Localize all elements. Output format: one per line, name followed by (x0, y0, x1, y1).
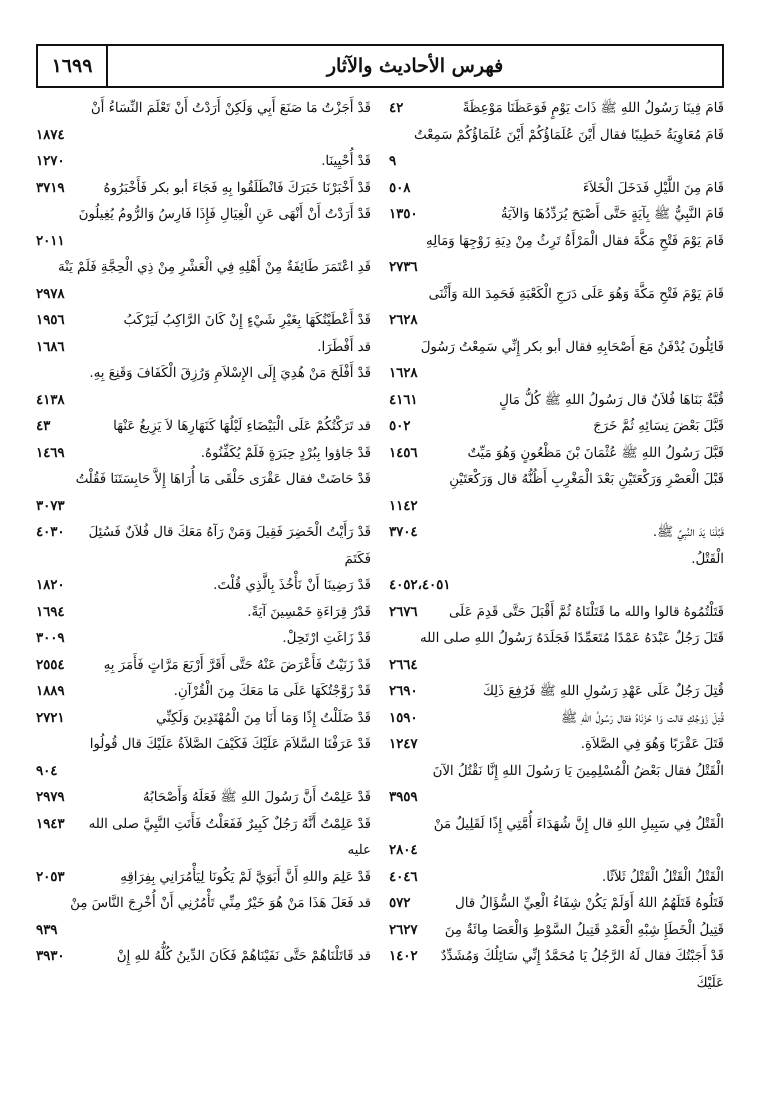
index-entry (389, 706, 724, 733)
index-entry (389, 600, 724, 627)
entry-text: قَدْ حَاضَتْ فقال عَقْرَى حَلْقَى مَا أُرَاهَا إِلاَّ حَابِسَتَنَا فَقُلْتُ (75, 472, 371, 487)
entry-text: قَبَّلَ بَعْضَ نِسَائِهِ ثُمَّ خَرَجَ (593, 419, 724, 434)
entry-ref-number: ٣٩٣٠ (36, 949, 65, 964)
entry-text: قَتَلَ رَجُلٌ عَبْدَهُ عَمْدًا مُتَعَمِّدًا فَجَلَدَهُ رَسُولُ اللهِ صلى الله (420, 631, 724, 646)
entry-text: قَدْ أَجَبْتُكَ فقال لَهُ الرَّجُلُ يَا مُحَمَّدُ إِنِّي سَائِلُكَ وَمُشَدِّدٌ عَلَيْكَ (440, 949, 724, 991)
index-entry (389, 865, 724, 892)
entry-ref-number: ٢٦٢٨ (389, 313, 418, 328)
entry-text: قَامَ النَّبِيُّ ﷺ بِآيَةٍ حَتَّى أَصْبَحَ يُرَدِّدُهَا وَالآيَةُ (500, 207, 724, 222)
entry-ref-number: ١٤٥٦ (389, 445, 418, 461)
entry-text: قَدْ عَلِمَ واللهِ أَنَّ أَبَوَيَّ لَمْ يَكُونَا لِيَأْمُرَانِي بِفِرَاقِهِ (120, 869, 371, 885)
entry-ref-number: ٣٩٥٩ (389, 790, 418, 805)
entry-text: قَتَلْتُمُوهُ قالوا والله ما قَتَلْنَاهُ ثُمَّ أَقْبَلَ حَتَّى قَدِمَ عَلَى (448, 604, 724, 620)
entry-text: قُتِلَ زَوْجُكِ قالت وَا حُزْنَاهُ فقال رَسُولُ اللهِ ﷺ (561, 710, 724, 726)
index-entry (389, 891, 724, 918)
index-entry (36, 653, 371, 680)
index-entry (389, 202, 724, 229)
entry-ref-number: ٢٩٧٩ (36, 790, 65, 805)
index-entry (389, 732, 724, 759)
entry-text: قَدْ ضَلَلْتُ إِذًا وَمَا أَنَا مِنَ الْمُهْتَدِينَ وَلَكِنِّي (156, 710, 371, 726)
index-entry (389, 812, 724, 865)
entry-ref-number: ٥٠٨ (389, 180, 411, 196)
entry-ref-number: ٢٦٦٤ (389, 657, 418, 673)
entry-ref-number: ١٢٤٧ (389, 737, 418, 752)
entry-text: قَدْ رَضِينَا أَنْ نَأْخُذَ بِالَّذِي قُلْتَ. (213, 578, 371, 593)
entry-ref-number: ٩٠٤ (36, 763, 58, 779)
entry-ref-number: ٣٠٠٩ (36, 631, 65, 646)
entry-ref-number: ٣٧١٩ (36, 180, 65, 196)
entry-text: قَدْ رَأَيْتُ الْخَضِرَ فَقِيلَ وَمَنْ رَآهُ مَعَكَ قال فُلاَنٌ فَسُئِلَ فَكَتَمَ (88, 525, 371, 567)
index-entry (36, 255, 371, 308)
index-entry (389, 229, 724, 282)
entry-ref-number: ١٨٨٩ (36, 684, 65, 699)
entry-text: قَدْ زَاغَتِ ارْتَحِلْ. (282, 631, 371, 646)
index-entry (36, 679, 371, 706)
entry-ref-number: ١٨٢٠ (36, 578, 65, 593)
index-entry (36, 308, 371, 335)
entry-ref-number: ١٣٥٠ (389, 207, 418, 222)
index-entry (36, 944, 371, 971)
entry-text: قَامَ مُعَاوِيَةُ خَطِيبًا فقال أَيْنَ عُلَمَاؤُكُمْ أَيْنَ عُلَمَاؤُكُمْ سَمِعْتُ (414, 127, 724, 143)
entry-ref-number: ٤١٣٨ (36, 392, 65, 408)
entry-text: قَدْ أَخْبَرْنَا خَبَرَكَ فَانْطَلَقُوا بِهِ فَجَاءَ أبو بكر فَأَخْبَرُوهُ (103, 180, 371, 196)
index-entry (36, 891, 371, 944)
entry-ref-number: ١٤٦٩ (36, 445, 65, 461)
entry-ref-number: ١٦٨٦ (36, 339, 65, 355)
entry-text: قَدْ أَفْلَحَ مَنْ هُدِيَ إِلَى الإِسْلاَمِ وَرُزِقَ الْكَفَافَ وَقَنِعَ بِهِ. (89, 366, 371, 381)
entry-text: قَدْ عَلِمْتُ أَنَّهُ رَجُلٌ كَبِيرٌ فَفَعَلْتُ فَأَتَتِ النَّبِيَّ صلى الله عليه (88, 816, 371, 858)
entry-text: الْقَتْلُ. (691, 551, 724, 567)
index-entry (36, 335, 371, 362)
entry-ref-number: ١٦٢٨ (389, 366, 418, 381)
entry-text: قَبَّلَ رَسُولُ اللهِ ﷺ عُثْمَانَ بْنَ مَظْعُونٍ وَهُوَ مَيِّتٌ (467, 445, 724, 461)
entry-text: قَدْ أَعْطَيْتُكَهَا بِغَيْرِ شَيْءٍ إِنْ كَانَ الرَّاكِبُ لَيَرْكَبُ (123, 313, 371, 328)
entry-ref-number: ٢٦٢٧ (389, 922, 418, 938)
index-entry (36, 812, 371, 865)
index-entry (36, 176, 371, 203)
entry-text: قَدْ جَاؤوا بِبُرْدٍ حِبَرَةٍ فَلَمْ يُكَفِّنُوهُ. (200, 445, 371, 461)
entry-ref-number: ٩٣٩ (36, 922, 58, 938)
entry-text: قَدْ أَرَدْتُ أَنْ أَنْهَى عَنِ الْغِيَالِ فَإِذَا فَارِسُ وَالرُّومُ يُغِيلُونَ (78, 207, 371, 222)
entry-ref-number: ١٦٩٤ (36, 604, 65, 620)
index-entry (389, 467, 724, 520)
entry-ref-number: ٥٠٢ (389, 419, 411, 434)
entry-text: قد أَفْطَرَا. (317, 339, 371, 355)
entry-text: قَدْ عَلِمْتُ أَنَّ رَسُولَ اللهِ ﷺ فَعَلَهُ وَأَصْحَابُهُ (142, 790, 371, 805)
entry-ref-number: ٢٩٧٨ (36, 286, 65, 302)
index-entry (36, 414, 371, 441)
entry-ref-number: ٣٠٧٣ (36, 498, 65, 514)
index-entry (36, 732, 371, 785)
entry-ref-number: ٤١٦١ (389, 392, 418, 408)
entry-ref-number: ٩ (389, 154, 397, 169)
index-entry (389, 414, 724, 441)
index-entry (36, 626, 371, 653)
entry-text: قَامَ مِنَ اللَّيْلِ فَدَخَلَ الْخَلاَءَ (582, 180, 724, 196)
entry-text: قُبَّةٌ بَنَاهَا فُلاَنٌ قال رَسُولُ اللهِ ﷺ كُلُّ مَالٍ (499, 392, 724, 408)
right-column (389, 96, 724, 1096)
entry-ref-number: ١٤٠٢ (389, 949, 418, 964)
index-entry (389, 441, 724, 468)
entry-text: قَدْ أُحْيِينَا. (321, 154, 371, 169)
index-entry (389, 547, 724, 600)
entry-text: قد تَرَكْتُكُمْ عَلَى الْبَيْضَاءِ لَيْلُهَا كَنَهَارِهَا لاَ يَزِيغُ عَنْهَا (113, 419, 371, 434)
entry-text: الْقَتْلُ فِي سَبِيلِ اللهِ قال إِنَّ شُهَدَاءَ أُمَّتِي إِذًا لَقَلِيلٌ مَنْ (433, 816, 724, 832)
entry-ref-number: ٥٧٢ (389, 896, 411, 911)
entry-ref-number: ١٩٥٦ (36, 313, 65, 328)
index-entry (389, 123, 724, 176)
entry-text: قد قَاتَلْنَاهُمْ حَتَّى نَفَيْنَاهُمْ فَكَانَ الدِّينُ كُلُّهُ للهِ إِنْ (116, 949, 371, 964)
entry-ref-number: ٤٠٥٢،٤٠٥١ (389, 578, 451, 593)
entry-ref-number: ٢٧٣٦ (389, 260, 418, 275)
entry-ref-number: ٤٠٤٦ (389, 869, 418, 885)
entry-text: قد فَعَلَ هَذَا مَنْ هُوَ خَيْرٌ مِنِّي تَأْمُرُنِي أَنْ أُخْرِجَ النَّاسَ مِنْ (70, 896, 371, 911)
index-entry (36, 865, 371, 892)
entry-text: قَدْرُ قِرَاءَةِ خَمْسِينَ آيَةً. (247, 604, 371, 620)
entry-ref-number: ١١٤٢ (389, 498, 418, 514)
entry-text: قَدْ زَنَيْتُ فَأَعْرَضَ عَنْهُ حَتَّى أَقَرَّ أَرْبَعَ مَرَّاتٍ فَأَمَرَ بِهِ (103, 657, 371, 673)
index-entry (36, 706, 371, 733)
entry-ref-number: ٢٠١١ (36, 233, 65, 249)
entry-ref-number: ٢٨٠٤ (389, 843, 418, 858)
index-entry (389, 759, 724, 812)
entry-ref-number: ٢٦٩٠ (389, 684, 418, 699)
index-entry (389, 388, 724, 415)
entry-text: الْقَتْلُ الْقَتْلُ الْقَتْلُ ثَلاَثًا. (602, 869, 724, 885)
entry-text: قَدِ اعْتَمَرَ طَائِفَةٌ مِنْ أَهْلِهِ فِي الْعَشْرِ مِنْ ذِي الْحِجَّةِ فَلَمْ يَنْهَ (57, 260, 371, 275)
entry-ref-number: ١٨٧٤ (36, 127, 65, 143)
index-entry (36, 573, 371, 600)
entry-text: قَدْ عَرَفْنَا السَّلاَمَ عَلَيْكَ فَكَيْفَ الصَّلاَةُ عَلَيْكَ قال قُولُوا (89, 737, 371, 752)
entry-ref-number: ٤٣ (36, 419, 51, 434)
entry-text: قَتَلُوهُ قَتَلَهُمُ اللهُ أَوَلَمْ يَكُنْ شِفَاءُ الْعِيِّ السُّؤَالُ قال (455, 896, 724, 911)
left-column (36, 96, 371, 1096)
entry-text: قُتِلَ رَجُلٌ عَلَى عَهْدِ رَسُولِ اللهِ ﷺ فَرُفِعَ ذَلِكَ (482, 684, 724, 699)
entry-ref-number: ٢٦٧٦ (389, 604, 418, 620)
entry-ref-number: ١٩٤٣ (36, 816, 65, 832)
entry-ref-number: ٤٠٣٠ (36, 525, 65, 540)
entry-text: قَائِلُونَ يُدْفَنُ مَعَ أَصْحَابِهِ فقال أبو بكر إِنِّي سَمِعْتُ رَسُولَ (420, 339, 724, 355)
entry-text: قَتِيلُ الْخَطَإِ شِبْهِ الْعَمْدِ قَتِيلُ السَّوْطِ وَالْعَصَا مِائَةٌ مِنَ (444, 922, 724, 938)
index-entry (389, 626, 724, 679)
entry-ref-number: ٣٧٠٤ (389, 525, 418, 540)
index-entry (389, 335, 724, 388)
index-entry (36, 441, 371, 468)
entry-ref-number: ١٢٧٠ (36, 154, 65, 169)
entry-text: قَبْلَ الْعَصْرِ وَرَكْعَتَيْنِ بَعْدَ الْمَغْرِبِ أَظُنُّهُ قال وَرَكْعَتَيْنِ (449, 472, 724, 487)
index-entry (389, 918, 724, 945)
index-entry (36, 202, 371, 255)
index-entry (36, 520, 371, 573)
page-header (36, 44, 724, 88)
index-entry (389, 176, 724, 203)
entry-ref-number: ٢٥٥٤ (36, 657, 65, 673)
index-entry (36, 96, 371, 149)
index-entry (36, 600, 371, 627)
index-entry (36, 785, 371, 812)
entry-ref-number: ٤٢ (389, 101, 404, 116)
entry-ref-number: ١٥٩٠ (389, 710, 418, 726)
index-entry (389, 679, 724, 706)
entry-text: قَتَلَ عَقْرَبًا وَهُوَ فِي الصَّلاَةِ. (580, 737, 724, 752)
index-entry (36, 361, 371, 414)
entry-ref-number: ٢٧٢١ (36, 710, 65, 726)
entry-text: الْقَتْلُ فقال بَعْضُ الْمُسْلِمِينَ يَا رَسُولَ اللهِ إِنَّا نَقْتُلُ الآنَ (432, 763, 724, 779)
page-title: فهرس الأحاديث والآثار (326, 55, 504, 77)
index-columns (36, 96, 724, 1096)
entry-text: قَامَ فِينَا رَسُولُ اللهِ ﷺ ذَاتَ يَوْمٍ فَوَعَظَنَا مَوْعِظَةً (462, 101, 724, 116)
index-entry (36, 149, 371, 176)
index-entry (389, 520, 724, 547)
index-entry (389, 282, 724, 335)
entry-ref-number: ٢٠٥٣ (36, 869, 65, 885)
entry-text: قَدْ زَوَّجْتُكَهَا عَلَى مَا مَعَكَ مِنَ الْقُرْآنِ. (173, 684, 371, 699)
entry-text: قَامَ يَوْمَ فَتْحِ مَكَّةَ وَهُوَ عَلَى دَرَجِ الْكَعْبَةِ فَحَمِدَ اللهَ وَأَثْنَى (428, 286, 724, 302)
entry-text: قَدْ أَجَزْتُ مَا صَنَعَ أَبِي وَلَكِنْ أَرَدْتُ أَنْ تَعْلَمَ النِّسَاءُ أَنْ (90, 101, 371, 116)
index-entry (389, 944, 724, 997)
entry-text: قَامَ يَوْمَ فَتْحِ مَكَّةَ فقال الْمَرْأَةُ تَرِثُ مِنْ دِيَةِ زَوْجِهَا وَمَالِهِ (425, 233, 724, 249)
entry-text: قَبَّلْنَا يَدَ النَّبِيِّ ﷺ. (652, 525, 724, 540)
page-number: ١٦٩٩ (38, 46, 108, 86)
index-entry (389, 96, 724, 123)
index-entry (36, 467, 371, 520)
